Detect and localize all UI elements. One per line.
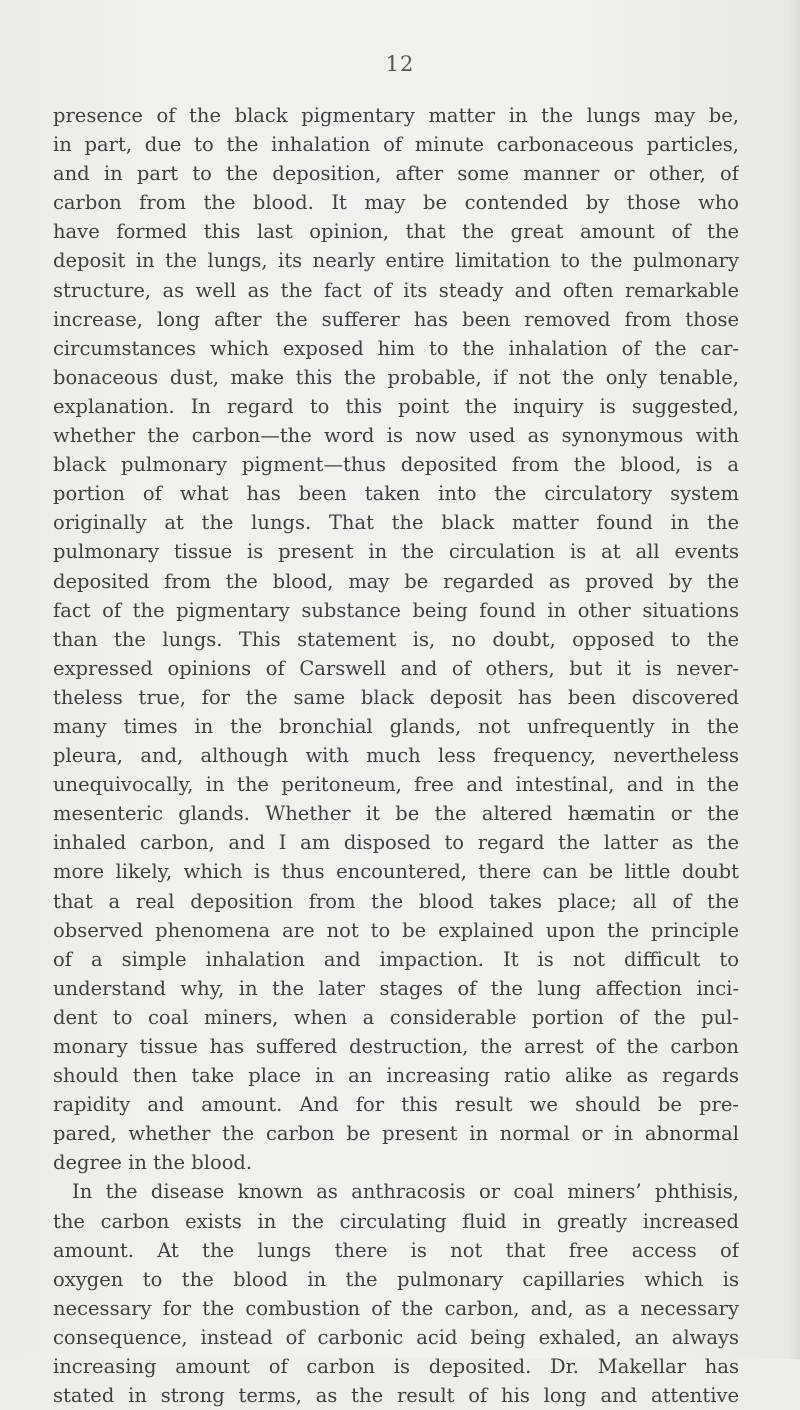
text-line: pared, whether the carbon be present in normal or in abnormal bbox=[53, 1122, 739, 1146]
text-line: pulmonary tissue is present in the circulation is at all events bbox=[53, 540, 739, 564]
page-edge-shadow bbox=[788, 0, 800, 1359]
text-line: explanation. In regard to this point the inquiry is suggested, bbox=[53, 394, 739, 418]
text-line: bonaceous dust, make this the probable, if not the only tenable, bbox=[53, 365, 739, 389]
text-line: and in part to the deposition, after some manner or other, of bbox=[53, 162, 739, 186]
text-line: fact of the pigmentary substance being found in other situations bbox=[53, 598, 739, 622]
text-line: consequence, instead of carbonic acid being exhaled, an always bbox=[53, 1325, 739, 1349]
text-line: have formed this last opinion, that the great amount of the bbox=[53, 220, 739, 244]
text-line: understand why, in the later stages of the lung affection inci- bbox=[53, 976, 739, 1000]
text-line: deposit in the lungs, its nearly entire limitation to the pulmonary bbox=[53, 249, 739, 273]
body-text bbox=[53, 101, 739, 1410]
text-line: In the disease known as anthracosis or coal miners’ phthisis, bbox=[72, 1180, 739, 1204]
text-line: circumstances which exposed him to the inhalation of the car- bbox=[53, 336, 739, 360]
text-line: monary tissue has suffered destruction, the arrest of the carbon bbox=[53, 1035, 739, 1058]
text-line: presence of the black pigmentary matter in the lungs may be, bbox=[53, 104, 739, 127]
text-line: deposited from the blood, may be regarded as proved by the bbox=[53, 569, 739, 593]
text-line: many times in the bronchial glands, not unfrequently in the bbox=[53, 714, 739, 738]
page-number: 12 bbox=[385, 52, 415, 76]
text-line: necessary for the combustion of the carbon, and, as a necessary bbox=[53, 1296, 739, 1320]
text-line: carbon from the blood. It may be contended by those who bbox=[53, 191, 739, 215]
text-line: observed phenomena are not to be explained upon the principle bbox=[53, 918, 739, 942]
text-line: expressed opinions of Carswell and of others, but it is never- bbox=[53, 656, 739, 680]
text-line: in part, due to the inhalation of minute carbonaceous particles, bbox=[53, 133, 739, 157]
text-line: inhaled carbon, and I am disposed to regard the latter as the bbox=[53, 831, 739, 855]
text-line: mesenteric glands. Whether it be the altered hæmatin or the bbox=[53, 802, 739, 826]
text-line: increasing amount of carbon is deposited. Dr. Makellar has bbox=[53, 1355, 739, 1379]
text-line: unequivocally, in the peritoneum, free and intestinal, and in the bbox=[53, 773, 739, 797]
text-line: portion of what has been taken into the circulatory system bbox=[53, 482, 739, 506]
text-line: more likely, which is thus encountered, there can be little doubt bbox=[53, 860, 739, 884]
text-line: amount. At the lungs there is not that free access of bbox=[53, 1238, 739, 1262]
text-line: than the lungs. This statement is, no doubt, opposed to the bbox=[53, 627, 739, 651]
text-line: that a real deposition from the blood takes place; all of the bbox=[53, 889, 739, 913]
text-line: theless true, for the same black deposit has been discovered bbox=[53, 685, 739, 709]
text-line: should then take place in an increasing ratio alike as regards bbox=[53, 1064, 739, 1088]
text-line: originally at the lungs. That the black matter found in the bbox=[53, 511, 739, 535]
text-line: pleura, and, although with much less frequency, nevertheless bbox=[53, 744, 739, 768]
text-line: black pulmonary pigment—thus deposited from the blood, is a bbox=[53, 453, 739, 477]
text-line: stated in strong terms, as the result of his long and attentive bbox=[53, 1384, 739, 1408]
text-line: whether the carbon—the word is now used as synonymous with bbox=[53, 424, 739, 448]
text-line: degree in the blood. bbox=[53, 1151, 253, 1175]
text-line: rapidity and amount. And for this result we should be pre- bbox=[53, 1093, 739, 1117]
text-line: of a simple inhalation and impaction. It is not difficult to bbox=[53, 947, 739, 971]
text-line: increase, long after the sufferer has been removed from those bbox=[53, 307, 739, 331]
text-line: the carbon exists in the circulating fluid in greatly increased bbox=[53, 1209, 739, 1233]
text-line: oxygen to the blood in the pulmonary capillaries which is bbox=[53, 1267, 739, 1291]
text-line: structure, as well as the fact of its steady and often remarkable bbox=[53, 278, 739, 302]
text-line: dent to coal miners, when a considerable portion of the pul- bbox=[53, 1005, 739, 1029]
